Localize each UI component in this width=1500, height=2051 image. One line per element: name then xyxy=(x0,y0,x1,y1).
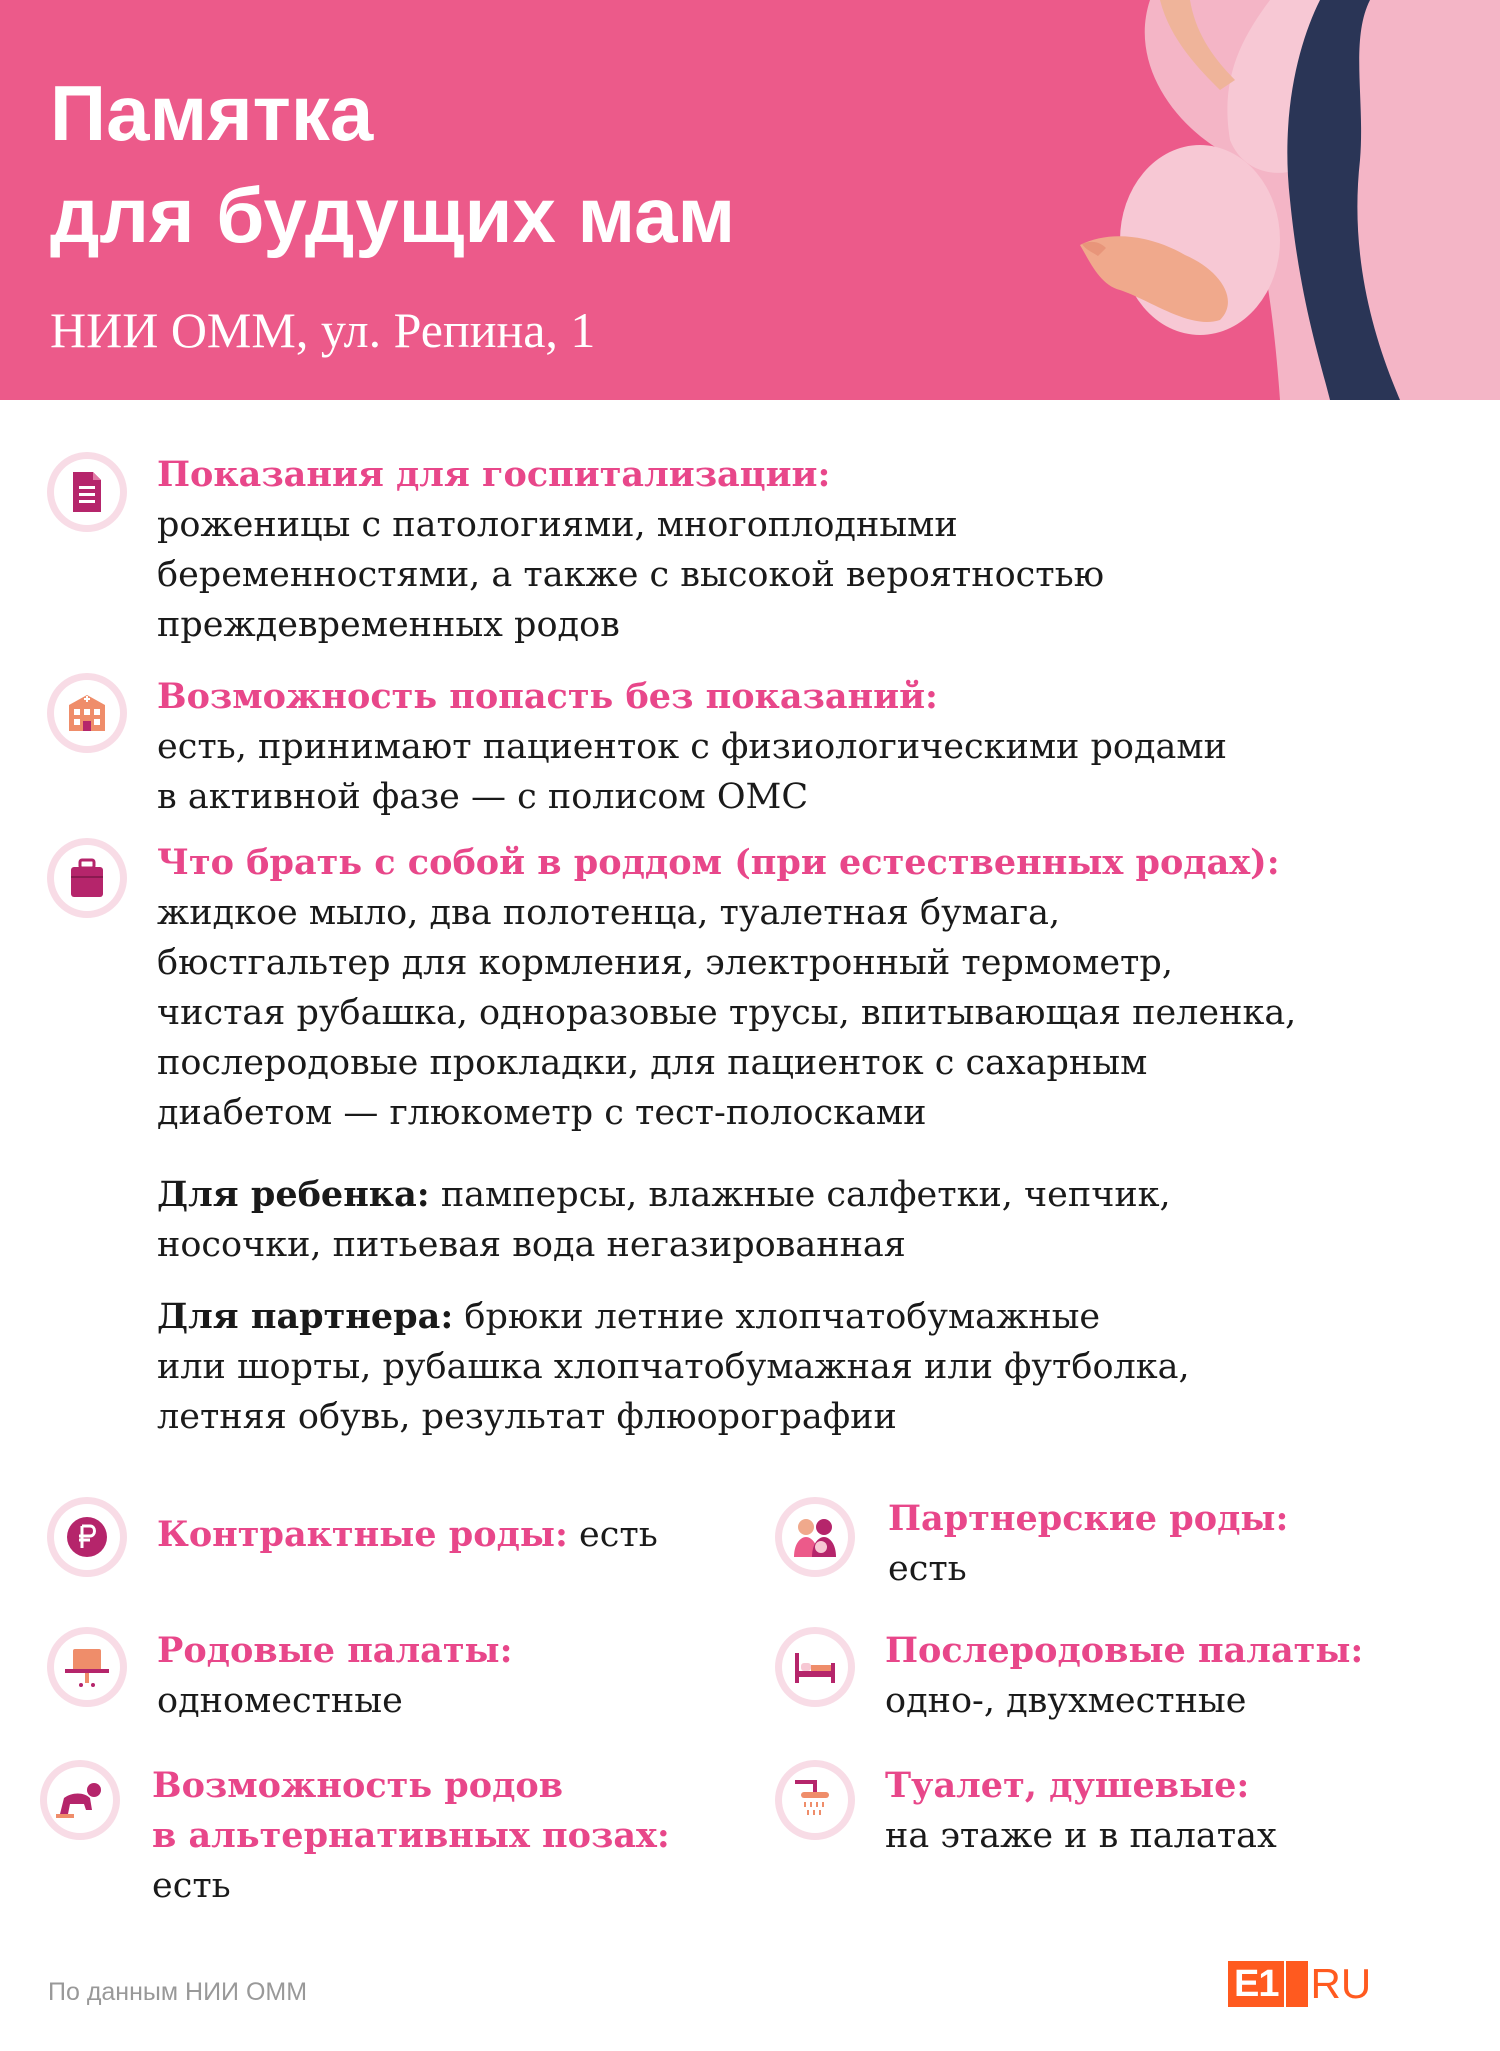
alternative-fact xyxy=(152,1761,670,1911)
delivery-chair-icon xyxy=(47,1627,127,1707)
toilet-value: на этаже и в палатах xyxy=(885,1816,1277,1856)
partner-heading: Партнерские роды: xyxy=(888,1498,1289,1539)
logo-ru-text: RU xyxy=(1310,1960,1372,2007)
without-indications-line-1: есть, принимают пациенток с физиологическими родами xyxy=(157,727,1227,767)
alternative-heading-1: Возможность родов xyxy=(152,1765,564,1806)
partner-value: есть xyxy=(888,1549,967,1589)
shower-icon xyxy=(775,1760,855,1840)
suitcase-icon xyxy=(47,838,127,918)
without-indications-block xyxy=(157,672,1227,822)
family-icon xyxy=(775,1497,855,1577)
for-partner-block xyxy=(157,1292,1190,1442)
postpartum-rooms-value: одно-, двухместные xyxy=(885,1681,1247,1721)
what-to-take-line-4: послеродовые прокладки, для пациенток с сахарным xyxy=(157,1043,1148,1083)
for-partner-line-3: летняя обувь, результат флюорографии xyxy=(157,1397,897,1437)
for-child-block xyxy=(157,1170,1171,1270)
indications-heading: Показания для госпитализации: xyxy=(157,454,831,495)
logo-square xyxy=(1286,1961,1308,2007)
ruble-icon xyxy=(47,1497,127,1577)
indications-line-1: роженицы с патологиями, многоплодными xyxy=(157,505,958,545)
indications-line-2: беременностями, а также с высокой вероятностью xyxy=(157,555,1105,595)
alternative-heading-2: в альтернативных позах: xyxy=(152,1815,670,1856)
title-line-1: Памятка xyxy=(50,69,374,157)
bed-icon xyxy=(775,1627,855,1707)
postpartum-rooms-fact xyxy=(885,1626,1363,1726)
postpartum-rooms-heading: Послеродовые палаты: xyxy=(885,1630,1364,1671)
what-to-take-line-2: бюстгальтер для кормления, электронный термометр, xyxy=(157,943,1173,983)
for-partner-label: Для партнера: xyxy=(157,1296,454,1337)
without-indications-line-2: в активной фазе — с полисом ОМС xyxy=(157,777,809,817)
indications-block xyxy=(157,450,1104,650)
contract-value: есть xyxy=(567,1515,658,1555)
toilet-heading: Туалет, душевые: xyxy=(885,1765,1250,1806)
title-line-2: для будущих мам xyxy=(50,171,736,259)
crawling-pose-icon xyxy=(40,1760,120,1840)
without-indications-heading: Возможность попасть без показаний: xyxy=(157,676,938,717)
what-to-take-block xyxy=(157,838,1296,1138)
delivery-rooms-fact xyxy=(157,1626,513,1726)
document-icon xyxy=(47,452,127,532)
what-to-take-heading: Что брать с собой в роддом (при естественных родах): xyxy=(157,842,1280,883)
for-partner-line-1: брюки летние хлопчатобумажные xyxy=(453,1297,1101,1337)
for-child-line-2: носочки, питьевая вода негазированная xyxy=(157,1225,906,1265)
what-to-take-line-1: жидкое мыло, два полотенца, туалетная бумага, xyxy=(157,893,1061,933)
logo-e1-text: E1 xyxy=(1228,1961,1284,2007)
contract-heading: Контрактные роды: xyxy=(157,1514,568,1555)
hospital-icon xyxy=(47,673,127,753)
page-subtitle: НИИ ОММ, ул. Репина, 1 xyxy=(50,302,596,358)
what-to-take-line-3: чистая рубашка, одноразовые трусы, впитывающая пеленка, xyxy=(157,993,1297,1033)
delivery-rooms-value: одноместные xyxy=(157,1681,403,1721)
page-title xyxy=(50,62,735,266)
partner-fact xyxy=(888,1494,1288,1594)
for-child-line-1: памперсы, влажные салфетки, чепчик, xyxy=(429,1175,1171,1215)
header-banner xyxy=(0,0,1500,400)
what-to-take-line-5: диабетом — глюкометр с тест-полосками xyxy=(157,1093,927,1133)
alternative-value: есть xyxy=(152,1866,231,1906)
toilet-fact xyxy=(885,1761,1277,1861)
delivery-rooms-heading: Родовые палаты: xyxy=(157,1630,513,1671)
source-note: По данным НИИ ОММ xyxy=(48,1978,308,2006)
e1-logo[interactable] xyxy=(1228,1960,1371,2008)
indications-line-3: преждевременных родов xyxy=(157,605,620,645)
for-partner-line-2: или шорты, рубашка хлопчатобумажная или футболка, xyxy=(157,1347,1190,1387)
for-child-label: Для ребенка: xyxy=(157,1174,430,1215)
contract-fact xyxy=(157,1510,658,1560)
pregnant-woman-illustration xyxy=(1020,0,1500,400)
